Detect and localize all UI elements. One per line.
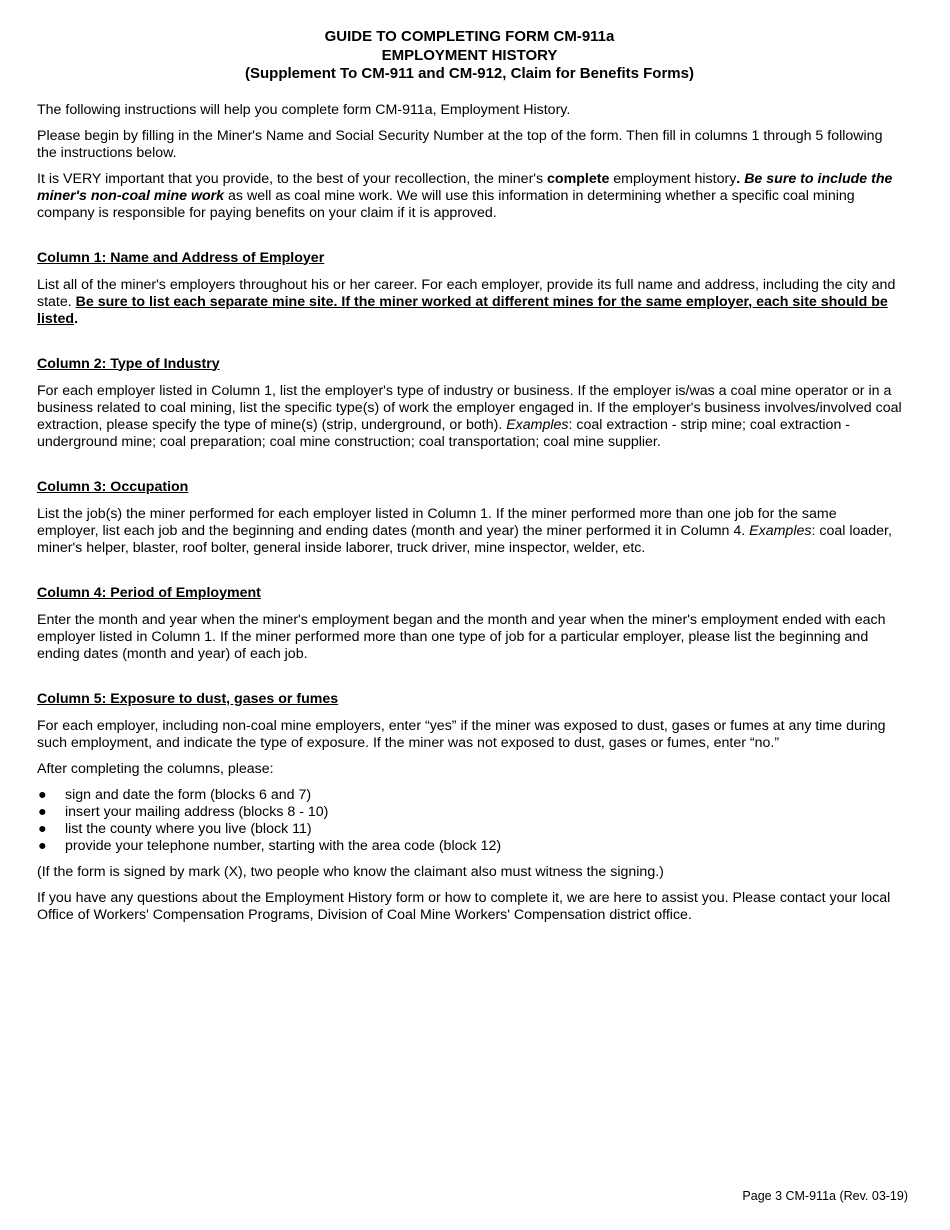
list-item [37, 787, 902, 804]
intro-p3-period: . [736, 170, 745, 187]
column-2-text-a: For each employer listed in Column 1, list the employer's type of industry or business. If the employer is/was a coal mine operator or in a business related to coal mining, list the specific type(s) of work the employer engaged in. If the employer's business involves/involved coal extraction, please specify the type of mine(s) (strip, underground, or both). [37, 382, 902, 433]
column-3-text-a: List the job(s) the miner performed for each employer listed in Column 1. If the miner performed more than one job for the same employer, list each job and the beginning and ending dates (month and year) the miner performed it in Column 4. [37, 505, 837, 539]
column-3-examples-label: Examples [749, 522, 812, 539]
completion-steps-list [37, 787, 902, 855]
column-5-text: For each employer, including non-coal mine employers, enter “yes” if the miner was exposed to dust, gases or fumes at any time during such employment, and indicate the type of exposure. If the miner was not exposed to dust, gases or fumes, enter “no.” [37, 717, 886, 751]
column-2-heading: Column 2: Type of Industry [37, 355, 220, 372]
list-item-text: provide your telephone number, starting with the area code (block 12) [65, 837, 502, 854]
bullet-icon: ● [38, 803, 47, 820]
column-1-emphasis: Be sure to list each separate mine site. If the miner worked at different mines for the same employer, each site should be listed [37, 293, 888, 327]
intro-p3-text-c: employment history [609, 170, 737, 187]
intro-paragraph-2: Please begin by filling in the Miner's Name and Social Security Number at the top of the form. Then fill in columns 1 through 5 following the instructions below. [37, 127, 883, 161]
column-2-text-c: : coal extraction - strip mine; coal extraction - underground mine; coal preparation; coal mine construction; coal transportation; coal mine supplier. [37, 416, 851, 450]
intro-paragraph-3 [37, 171, 902, 222]
title-line-2: EMPLOYMENT HISTORY [381, 46, 558, 64]
column-4-heading: Column 4: Period of Employment [37, 584, 261, 601]
bullet-icon: ● [38, 820, 47, 837]
questions-paragraph: If you have any questions about the Employment History form or how to complete it, we are here to assist you. Please contact your local Office of Workers' Compensation Programs, Division of Coal Mine Workers' Compensation district office. [37, 889, 891, 923]
title-line-3: (Supplement To CM-911 and CM-912, Claim for Benefits Forms) [245, 65, 694, 82]
intro-p3-text-f: as well as coal mine work. We will use this information in determining whether a specific coal mining company is responsible for paying benefits on your claim if it is approved. [37, 187, 855, 221]
column-1-text [37, 277, 902, 328]
title-line-1: GUIDE TO COMPLETING FORM CM-911a [324, 28, 615, 45]
intro-paragraph-1: The following instructions will help you complete form CM-911a, Employment History. [37, 101, 571, 118]
list-item-text: sign and date the form (blocks 6 and 7) [65, 786, 312, 803]
document-title [37, 28, 902, 84]
after-completing-lead: After completing the columns, please: [37, 760, 274, 777]
column-3-text [37, 506, 902, 557]
list-item [37, 838, 902, 855]
list-item-text: insert your mailing address (blocks 8 - 10) [65, 803, 329, 820]
signed-by-mark-note: (If the form is signed by mark (X), two people who know the claimant also must witness the signing.) [37, 863, 664, 880]
column-3-text-c: : coal loader, miner's helper, blaster, roof bolter, general inside laborer, truck driver, mine inspector, welder, etc. [37, 522, 892, 556]
column-1-period: . [74, 310, 79, 327]
intro-p3-complete: complete [547, 170, 610, 187]
bullet-icon: ● [38, 837, 47, 854]
intro-p3-emphasis: Be sure to include the miner's non-coal mine work [37, 170, 893, 204]
column-4-text: Enter the month and year when the miner's employment began and the month and year when the miner's employment ended with each employer listed in Column 1. If the miner performed more than one type of job for a particular employer, please list the beginning and ending dates (month and year) of each job. [37, 611, 886, 662]
column-1-heading: Column 1: Name and Address of Employer [37, 249, 325, 266]
bullet-icon: ● [38, 786, 47, 803]
column-5-heading: Column 5: Exposure to dust, gases or fumes [37, 690, 339, 707]
column-1-text-a: List all of the miner's employers throughout his or her career. For each employer, provide its full name and address, including the city and state. [37, 276, 896, 310]
list-item [37, 821, 902, 838]
list-item-text: list the county where you live (block 11) [65, 820, 312, 837]
column-2-text [37, 383, 902, 451]
list-item [37, 804, 902, 821]
page-footer: Page 3 CM-911a (Rev. 03-19) [742, 1189, 908, 1203]
intro-p3-text-a: It is VERY important that you provide, to the best of your recollection, the miner's [37, 170, 548, 187]
column-3-heading: Column 3: Occupation [37, 478, 189, 495]
column-2-examples-label: Examples [506, 416, 569, 433]
document-page [37, 28, 902, 933]
